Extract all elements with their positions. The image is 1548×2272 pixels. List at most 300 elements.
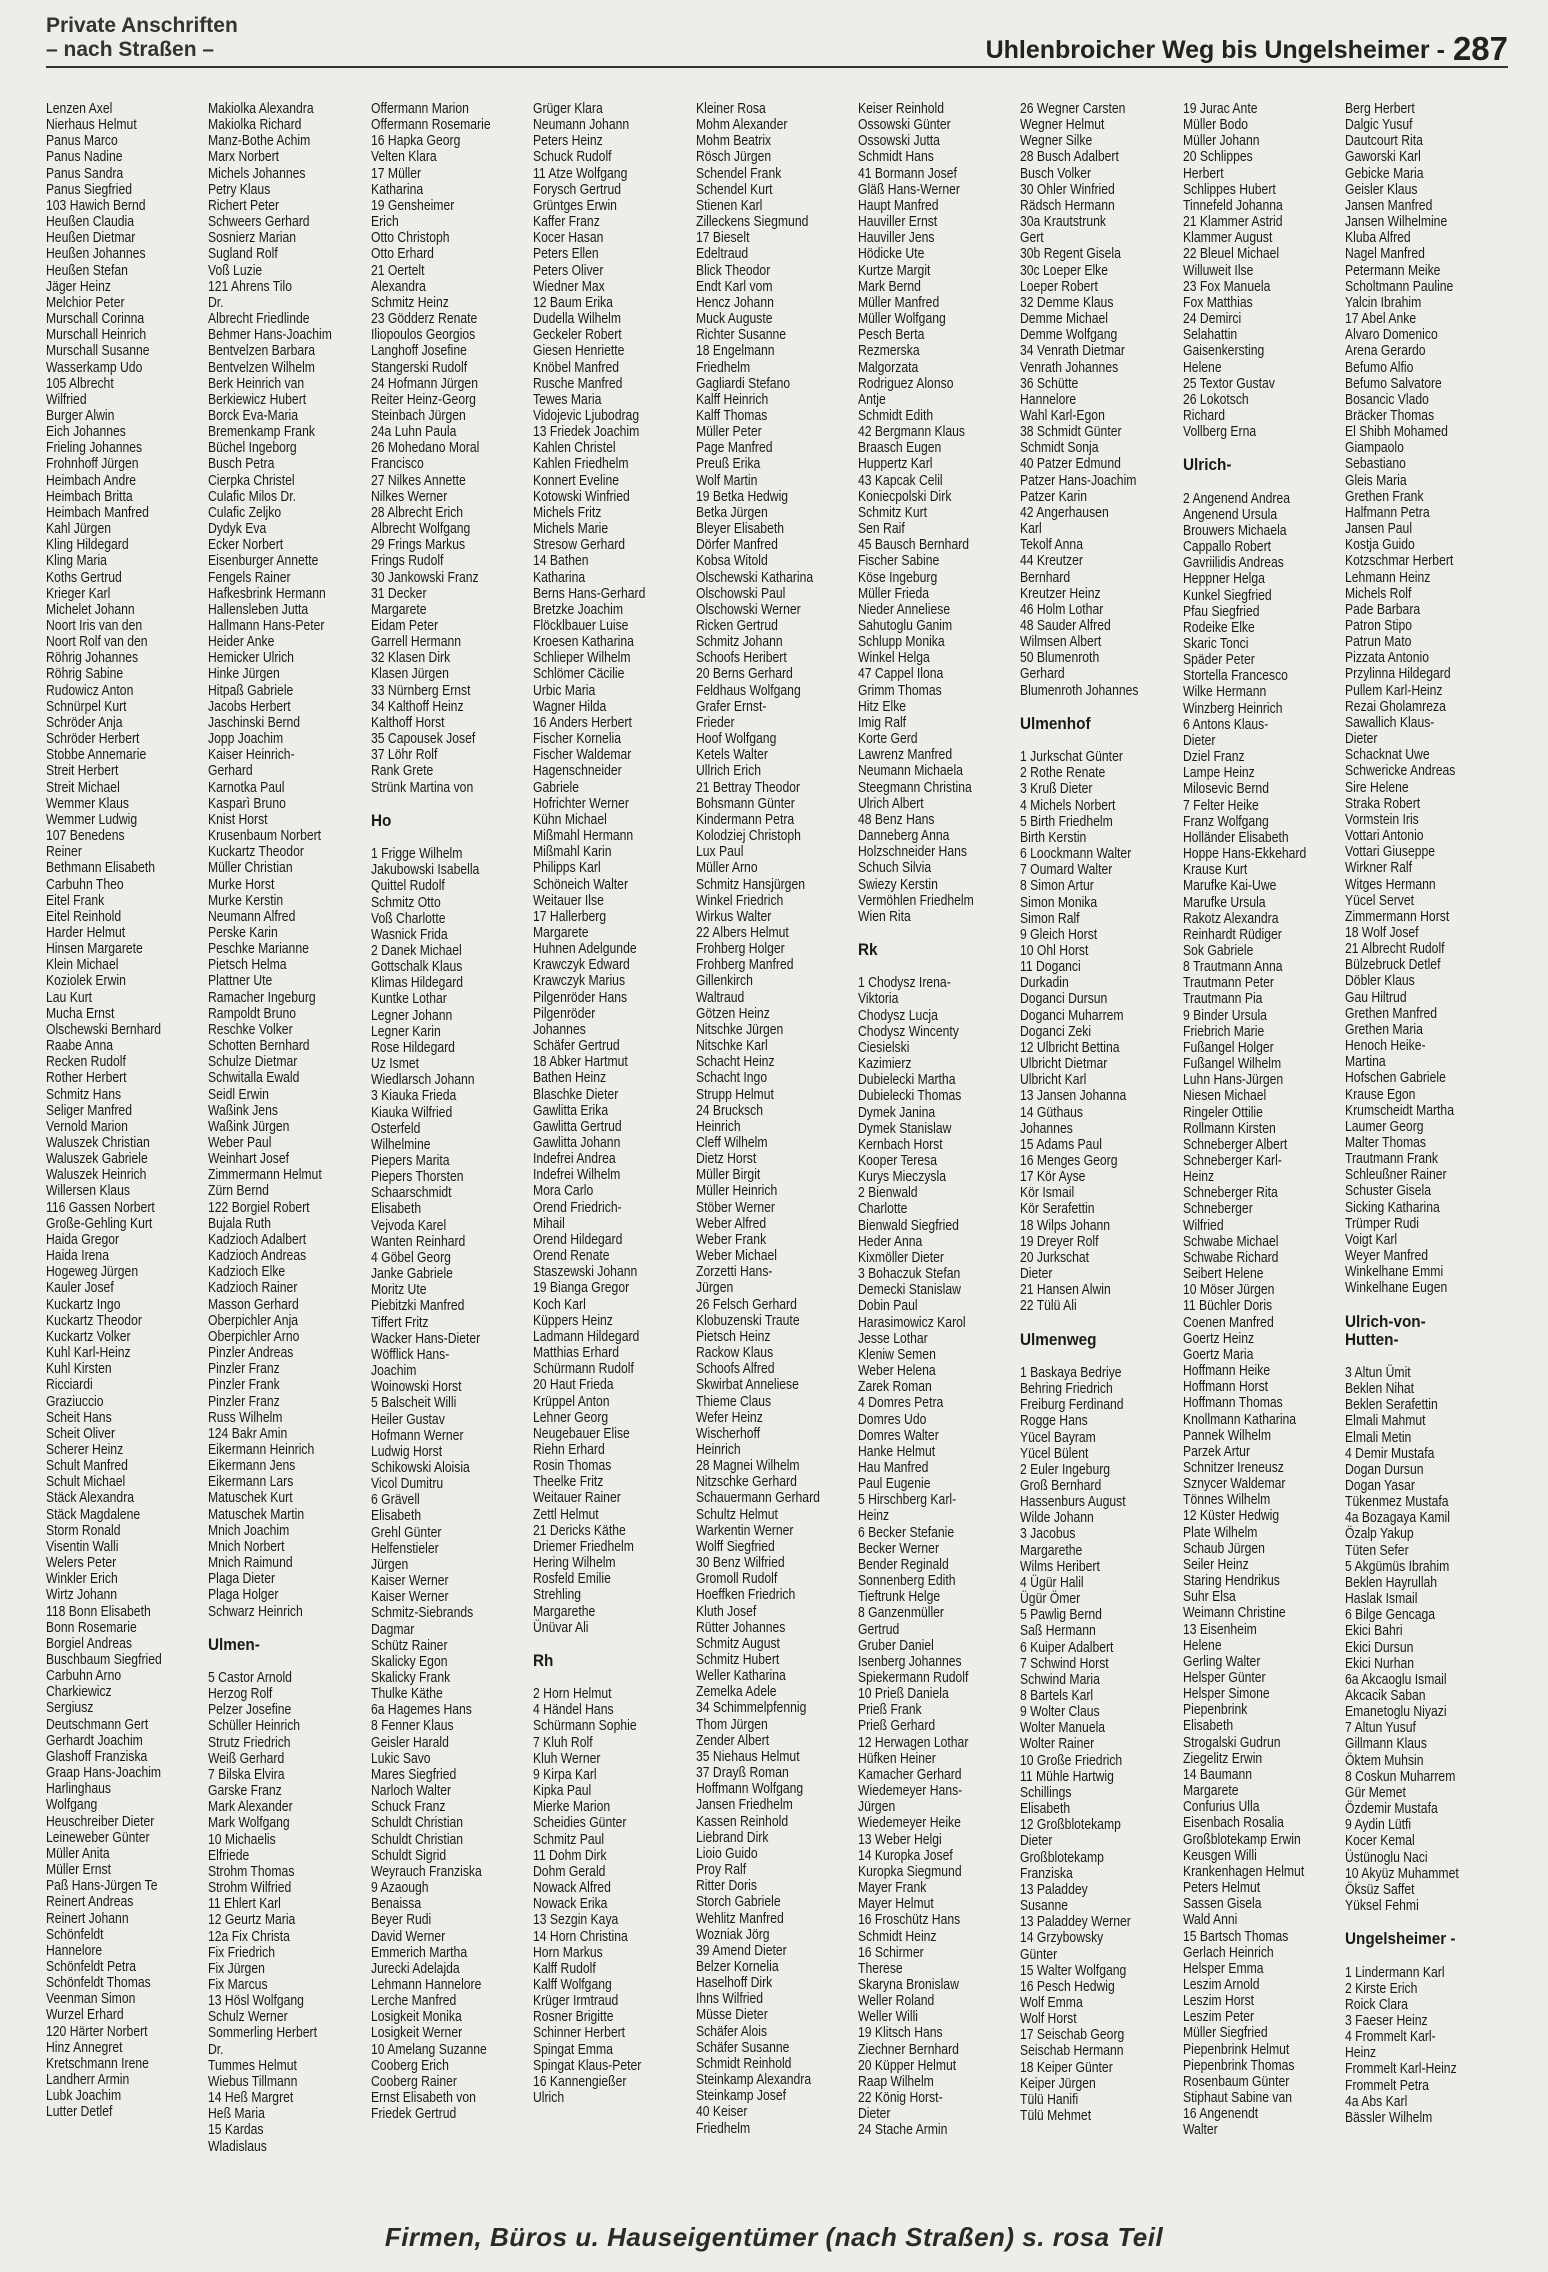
directory-entry: Schlippes Hubert — [1182, 181, 1276, 198]
directory-entry: 2 Danek Michael — [370, 942, 462, 959]
directory-column — [1183, 101, 1345, 2206]
directory-entry: Röhrig Sabine — [46, 666, 124, 683]
directory-entry: Paul Eugenie — [857, 1476, 931, 1493]
directory-entry: Küppers Heinz — [533, 1312, 614, 1329]
directory-entry: Mohm Beatrix — [695, 133, 771, 150]
directory-entry: Hinz Annegret — [46, 2039, 123, 2056]
directory-entry: Quittel Rudolf — [370, 878, 445, 895]
directory-entry: Indefrei Wilhelm — [533, 1167, 621, 1184]
directory-entry: Schoofs Heribert — [695, 650, 787, 667]
directory-entry: Kotzschmar Herbert — [1345, 553, 1454, 570]
directory-entry: 30a Krautstrunk — [1020, 214, 1107, 231]
directory-entry: Geckeler Robert — [533, 327, 622, 344]
directory-entry: Klammer August — [1182, 230, 1273, 247]
directory-entry: Leineweber Günter — [46, 1829, 150, 1846]
directory-entry: Neumann Michaela — [857, 763, 963, 780]
directory-entry: Lampe Heinz — [1182, 765, 1255, 782]
directory-entry: 12 Ulbricht Bettina — [1020, 1039, 1120, 1056]
directory-entry: 15 Walter Wolfgang — [1020, 1962, 1127, 1979]
directory-entry: Pilgenröder — [533, 1005, 596, 1022]
directory-entry: Gerling Walter — [1182, 1653, 1261, 1670]
directory-entry: Piepers Marita — [370, 1153, 450, 1169]
directory-entry: Lehmann Heinz — [1345, 569, 1431, 586]
directory-entry: Kadzioch Rainer — [208, 1280, 298, 1297]
directory-entry: Sonnenberg Edith — [857, 1573, 956, 1590]
directory-entry: 15 Adams Paul — [1020, 1136, 1103, 1153]
directory-entry: 107 Benedens — [46, 828, 125, 845]
directory-entry: Domres Udo — [857, 1411, 927, 1428]
directory-entry: Vollberg Erna — [1182, 424, 1256, 441]
directory-entry: Jaschinski Bernd — [208, 714, 301, 731]
directory-entry: Saß Hermann — [1020, 1623, 1097, 1640]
header-label-line1: Private Anschriften — [46, 14, 238, 37]
directory-entry: Jansen Paul — [1345, 521, 1413, 538]
directory-entry: Kaiser Heinrich- — [208, 747, 296, 764]
directory-entry: Dagmar — [370, 1621, 415, 1638]
directory-entry: Storch Gabriele — [695, 1894, 781, 1911]
directory-entry: Wilms Heribert — [1020, 1558, 1101, 1575]
directory-entry: Katharina — [370, 181, 423, 198]
directory-entry: Pinzler Frank — [208, 1377, 281, 1394]
directory-entry: Vejvoda Karel — [370, 1217, 446, 1234]
directory-entry: Öktem Muhsin — [1345, 1752, 1424, 1769]
directory-entry: Matuschek Martin — [208, 1506, 305, 1523]
directory-entry: Trümper Rudi — [1345, 1215, 1420, 1232]
directory-entry: Ziechner Bernhard — [857, 2041, 959, 2058]
directory-entry: Ludwig Horst — [370, 1443, 442, 1460]
directory-entry: Osterfeld — [370, 1120, 421, 1137]
directory-entry: Culafic Zeljko — [208, 504, 282, 521]
directory-entry: Rudowicz Anton — [46, 682, 134, 699]
directory-entry: Friedhelm — [695, 359, 750, 376]
directory-entry: Franziska — [1020, 1865, 1074, 1882]
directory-entry: Kuntke Lothar — [370, 991, 447, 1008]
directory-entry: 118 Bonn Elisabeth — [46, 1603, 151, 1620]
directory-entry: Rädsch Hermann — [1020, 197, 1116, 214]
directory-entry: Fischer Kornelia — [533, 731, 622, 748]
directory-entry: Schnürpel Kurt — [46, 698, 127, 715]
directory-entry: Forysch Gertrud — [533, 181, 622, 198]
directory-entry: Jäger Heinz — [46, 278, 111, 295]
directory-entry: Schürmann Rudolf — [533, 1361, 635, 1378]
directory-entry: Chodysz Wincenty — [857, 1023, 959, 1040]
directory-entry: Becker Werner — [857, 1540, 939, 1557]
directory-entry: Wald Anni — [1182, 1912, 1238, 1929]
directory-entry: Schuck Rudolf — [533, 149, 612, 166]
directory-entry: Betka Jürgen — [695, 504, 768, 521]
directory-entry: Wozniak Jörg — [695, 1926, 770, 1943]
directory-entry: Kahl Jürgen — [46, 521, 112, 538]
directory-entry: Winkelhane Emmi — [1345, 1264, 1444, 1281]
directory-entry: Piepenbrink Thomas — [1182, 2057, 1295, 2074]
directory-entry: 3 Bohaczuk Stefan — [857, 1266, 961, 1283]
directory-entry: 1 Baskaya Bedriye — [1020, 1364, 1122, 1381]
directory-entry: Peters Oliver — [533, 262, 604, 279]
directory-entry: Tewes Maria — [533, 391, 602, 408]
directory-entry: Schulze Dietmar — [208, 1054, 298, 1071]
directory-entry: Gertrud — [857, 1621, 900, 1638]
street-heading: Rh — [533, 1651, 554, 1670]
directory-entry: Dieter — [1345, 731, 1378, 748]
directory-entry: Wien Rita — [857, 908, 911, 925]
directory-entry: Imig Ralf — [857, 714, 907, 731]
directory-entry: Schönfeldt Petra — [46, 1958, 137, 1975]
directory-entry: Harder Helmut — [46, 924, 126, 941]
directory-entry: Jesse Lothar — [857, 1330, 928, 1347]
directory-entry: 3 Faeser Heinz — [1345, 2012, 1428, 2029]
directory-entry: Danneberg Anna — [857, 828, 950, 845]
directory-entry: Martina — [1345, 1054, 1386, 1071]
directory-entry: Nowack Erika — [533, 1896, 608, 1913]
directory-entry: Strohm Thomas — [208, 1863, 295, 1880]
directory-entry: 10 Michaelis — [208, 1831, 277, 1848]
directory-entry: 34 Kalthoff Heinz — [370, 698, 464, 715]
directory-entry: Elmali Mahmut — [1345, 1413, 1426, 1430]
directory-entry: Strupp Helmut — [695, 1086, 774, 1103]
directory-entry: Rodriguez Alonso — [857, 375, 954, 392]
directory-entry: Frohnhoff Jürgen — [46, 456, 139, 473]
directory-entry: 24a Luhn Paula — [370, 424, 457, 441]
directory-entry: Schneberger Rita — [1182, 1185, 1278, 1202]
directory-entry: Lukic Savo — [370, 1750, 431, 1767]
directory-entry: Veenman Simon — [46, 1991, 136, 2008]
directory-entry: Spingat Klaus-Peter — [533, 2057, 642, 2074]
directory-entry: Ricciardi — [46, 1377, 93, 1394]
directory-entry: Schaarschmidt — [370, 1185, 452, 1202]
directory-entry: 1 Jurkschat Günter — [1020, 749, 1124, 766]
directory-entry: Kocer Kemal — [1345, 1833, 1415, 1850]
directory-entry: Huhnen Adelgunde — [533, 941, 637, 958]
directory-entry: Schmitz Hubert — [695, 1652, 779, 1668]
directory-entry: Waluszek Heinrich — [46, 1167, 147, 1184]
directory-entry: Giesen Henriette — [533, 343, 625, 360]
directory-entry: Weimann Christine — [1182, 1605, 1286, 1622]
directory-entry: Michels Fritz — [533, 504, 602, 521]
directory-entry: Swiezy Kerstin — [857, 876, 938, 893]
directory-entry: 8 Coskun Muharrem — [1345, 1768, 1456, 1785]
directory-entry: 3 Altun Ümit — [1345, 1364, 1411, 1381]
directory-entry: 30 Jankowski Franz — [370, 569, 479, 586]
directory-entry: Grimm Thomas — [857, 682, 942, 699]
directory-entry: 37 Drayß Roman — [695, 1765, 789, 1782]
directory-entry: Götzen Heinz — [695, 1005, 770, 1022]
directory-entry: Ekici Dursun — [1345, 1639, 1414, 1656]
directory-entry: Mißmahl Karin — [533, 844, 612, 861]
directory-entry: 32 Demme Klaus — [1020, 294, 1114, 311]
directory-entry: Waltraud — [695, 989, 744, 1006]
directory-entry: Dörfer Manfred — [695, 537, 778, 554]
directory-entry: Streit Michael — [46, 779, 120, 796]
directory-entry: 19 Jurac Ante — [1182, 101, 1258, 117]
directory-entry: Strünk Martina von — [370, 779, 474, 796]
directory-entry: Mora Carlo — [533, 1183, 594, 1200]
directory-entry: 20 Jurkschat — [1020, 1249, 1090, 1266]
directory-entry: Witges Hermann — [1345, 876, 1436, 893]
directory-entry: 23 Fox Manuela — [1182, 278, 1271, 295]
directory-entry: Ritter Doris — [695, 1878, 757, 1895]
directory-entry: 19 Gensheimer — [370, 197, 455, 214]
directory-entry: 10 Amelang Suzanne — [370, 2041, 487, 2058]
directory-entry: Friedek Gertrud — [370, 2106, 457, 2123]
directory-entry: Weber Alfred — [695, 1215, 766, 1232]
directory-entry: Friebrich Marie — [1182, 1023, 1264, 1040]
directory-entry: Müller Birgit — [695, 1167, 760, 1184]
directory-entry: 43 Kapcak Celil — [857, 472, 943, 489]
directory-entry: Ulbricht Dietmar — [1020, 1056, 1108, 1073]
directory-entry: 21 Hansen Alwin — [1020, 1282, 1112, 1299]
directory-entry: Olschowski Werner — [695, 601, 801, 618]
directory-entry: 14 Horn Christina — [533, 1928, 628, 1945]
directory-entry: Pade Barbara — [1345, 601, 1421, 618]
directory-entry: Heinrich — [695, 1118, 741, 1135]
directory-entry: 11 Ehlert Karl — [208, 1896, 282, 1913]
directory-column — [208, 101, 370, 2206]
directory-entry: Schröder Herbert — [46, 731, 140, 748]
directory-entry: Laumer Georg — [1345, 1118, 1424, 1135]
directory-entry: Schacht Heinz — [695, 1054, 775, 1071]
directory-entry: Hoffmann Wolfgang — [695, 1781, 803, 1798]
directory-entry: Scheit Oliver — [46, 1425, 116, 1442]
directory-entry: Jacobs Herbert — [208, 698, 291, 715]
directory-entry: Reschke Volker — [208, 1021, 294, 1038]
directory-entry: 14 Baumann — [1182, 1766, 1252, 1783]
directory-entry: Weber Helena — [857, 1363, 936, 1380]
directory-entry: 26 Mohedano Moral — [370, 440, 480, 457]
directory-entry: Albrecht Wolfgang — [370, 521, 471, 538]
directory-entry: 28 Busch Adalbert — [1020, 149, 1120, 166]
directory-entry: Grethen Manfred — [1345, 1005, 1438, 1022]
directory-entry: Tükenmez Mustafa — [1345, 1494, 1449, 1511]
directory-entry: 18 Wolf Josef — [1345, 924, 1419, 941]
directory-entry: Schmitz Hans — [46, 1086, 122, 1103]
page-number: 287 — [1452, 30, 1508, 67]
directory-entry: Reinhardt Rüdiger — [1182, 926, 1282, 943]
directory-entry: Patzer Karin — [1020, 488, 1088, 505]
directory-entry: Reinert Johann — [46, 1910, 129, 1927]
directory-entry: Demme Michael — [1020, 311, 1109, 328]
directory-entry: Kluth Josef — [695, 1603, 756, 1620]
directory-entry: Heider Anke — [208, 634, 275, 651]
directory-entry: 14 Heß Margret — [208, 2090, 294, 2107]
directory-entry: Gaisenkersting — [1182, 343, 1264, 360]
directory-entry: Ricken Gertrud — [695, 618, 778, 634]
directory-entry: 120 Härter Norbert — [46, 2023, 148, 2040]
directory-entry: Mnich Joachim — [208, 1522, 290, 1539]
directory-entry: Ulrich — [533, 2090, 565, 2107]
directory-entry: 13 Sezgin Kaya — [533, 1912, 619, 1929]
directory-entry: 7 Bilska Elvira — [208, 1766, 285, 1783]
directory-entry: 4 Domres Petra — [857, 1395, 944, 1412]
directory-entry: Malter Thomas — [1345, 1135, 1427, 1151]
directory-entry: Pinzler Andreas — [208, 1345, 294, 1362]
directory-entry: Groß Bernhard — [1020, 1477, 1102, 1494]
directory-entry: Kixmöller Dieter — [857, 1249, 944, 1266]
directory-entry: 4 Frommelt Karl- — [1345, 2029, 1436, 2046]
directory-entry: Steinkamp Alexandra — [695, 2072, 811, 2089]
directory-entry: Kurys Mieczysla — [857, 1169, 946, 1186]
directory-entry: Richard — [1182, 407, 1225, 424]
header-street-range-title: Uhlenbroicher Weg bis Ungelsheimer - — [985, 36, 1445, 64]
directory-entry: 21 Klammer Astrid — [1182, 214, 1283, 231]
directory-entry: Frommelt Petra — [1345, 2077, 1430, 2094]
directory-entry: Wefer Heinz — [695, 1409, 763, 1426]
directory-entry: Neugebauer Elise — [533, 1425, 631, 1442]
directory-entry: Schult Michael — [46, 1474, 126, 1491]
directory-entry: Schäfer Alois — [695, 2023, 767, 2040]
directory-entry: Yücel Servet — [1345, 892, 1415, 909]
directory-entry: Susanne — [1020, 1898, 1069, 1915]
directory-entry: Helene — [1182, 1637, 1222, 1654]
directory-entry: Nierhaus Helmut — [46, 117, 137, 134]
directory-entry: Stortella Francesco — [1182, 668, 1288, 685]
directory-entry: Rodeike Elke — [1182, 619, 1255, 636]
directory-entry: Koths Gertrud — [46, 569, 122, 586]
directory-entry: Weber Frank — [695, 1231, 766, 1248]
directory-entry — [1020, 733, 1156, 749]
directory-entry: Lux Paul — [695, 844, 743, 861]
directory-entry: Frohberg Holger — [695, 941, 785, 958]
directory-entry: Katharina — [533, 569, 586, 586]
directory-entry: Feldhaus Wolfgang — [695, 682, 801, 699]
directory-entry — [858, 925, 994, 941]
directory-entry: Rezmerska — [857, 343, 920, 360]
directory-entry: Dymek Stanislaw — [857, 1120, 952, 1137]
directory-entry: Otto Erhard — [370, 246, 434, 263]
directory-entry: Frieder — [695, 714, 735, 731]
directory-entry: 39 Amend Dieter — [695, 1942, 787, 1959]
directory-entry: Wegner Helmut — [1020, 117, 1105, 134]
directory-entry: Bosancic Vlado — [1345, 391, 1430, 408]
directory-entry: Recken Rudolf — [46, 1054, 126, 1071]
directory-entry: Özalp Yakup — [1345, 1526, 1414, 1543]
directory-entry: 1 Lindermann Karl — [1345, 1964, 1445, 1981]
directory-entry: 2 Rothe Renate — [1020, 765, 1106, 782]
directory-entry — [1183, 440, 1319, 456]
directory-entry: 14 Güthaus — [1020, 1104, 1084, 1121]
directory-entry: Gabriele — [533, 779, 580, 796]
directory-entry: Kalff Wolfgang — [533, 1976, 612, 1993]
directory-entry: Nowack Alfred — [533, 1880, 612, 1897]
directory-entry: Pinzler Franz — [208, 1361, 281, 1378]
directory-entry: Weber Paul — [208, 1135, 272, 1151]
directory-entry: Peters Heinz — [533, 133, 603, 150]
directory-entry: Wasnick Frida — [370, 926, 448, 943]
directory-entry: Koch Karl — [533, 1296, 586, 1313]
directory-entry: Hinke Jürgen — [208, 666, 281, 683]
directory-entry: Gawlitta Gertrud — [533, 1118, 622, 1135]
directory-entry: Grüntges Erwin — [533, 197, 618, 214]
directory-entry: 37 Löhr Rolf — [370, 747, 438, 764]
directory-entry: Pesch Berta — [857, 327, 925, 344]
header-label-line2: – nach Straßen – — [46, 38, 215, 61]
directory-entry: Olschewski Bernhard — [46, 1021, 162, 1038]
directory-entry: Jansen Wilhelmine — [1345, 214, 1448, 231]
directory-entry: Pinzler Franz — [208, 1393, 281, 1410]
directory-entry: Erich — [370, 214, 399, 231]
directory-entry: Haupt Manfred — [857, 197, 939, 214]
directory-entry: Kling Hildegard — [46, 537, 129, 554]
directory-entry: Skaryna Bronislaw — [857, 1976, 959, 1993]
directory-entry: 2 Angenend Andrea — [1182, 490, 1290, 507]
directory-entry: Schüller Heinrich — [208, 1718, 301, 1735]
directory-entry: Gagliardi Stefano — [695, 375, 790, 392]
directory-entry: Hagenschneider — [533, 763, 622, 780]
directory-entry: Kluh Werner — [533, 1750, 601, 1767]
directory-entry: Orend Hildegard — [533, 1231, 623, 1248]
directory-entry: Jakubowski Isabella — [370, 862, 480, 879]
directory-entry: Peters Helmut — [1182, 1880, 1260, 1897]
directory-entry: Befumo Alfio — [1345, 359, 1414, 376]
directory-entry: Dr. — [208, 2041, 224, 2058]
directory-entry — [1020, 1315, 1156, 1331]
directory-entry: Moritz Ute — [370, 1282, 427, 1299]
directory-entry: 9 Aydin Lütfi — [1345, 1817, 1412, 1834]
directory-entry: Jansen Manfred — [1345, 197, 1433, 214]
directory-entry: Cierpka Christel — [208, 472, 296, 489]
directory-entry: Özdemir Mustafa — [1345, 1801, 1438, 1818]
directory-entry: 35 Capousek Josef — [370, 731, 476, 748]
directory-entry: Wilfried — [1182, 1217, 1224, 1234]
directory-entry: Schillings — [1020, 1784, 1072, 1801]
directory-entry: 31 Decker — [370, 585, 427, 602]
directory-entry: Schinner Herbert — [533, 2025, 626, 2042]
directory-entry: Murke Horst — [208, 876, 275, 893]
directory-entry: 30c Loeper Elke — [1020, 262, 1109, 279]
directory-entry: 116 Gassen Norbert — [46, 1199, 155, 1216]
directory-entry: 38 Schmidt Günter — [1020, 424, 1122, 441]
directory-entry: Theelke Fritz — [533, 1474, 604, 1491]
directory-entry: Friedhelm — [695, 2120, 750, 2137]
directory-entry: Mark Bernd — [857, 278, 921, 295]
directory-entry: Sassen Gisela — [1182, 1896, 1262, 1913]
directory-entry: Kauler Josef — [46, 1280, 114, 1297]
directory-entry: Dubielecki Martha — [857, 1072, 956, 1089]
directory-entry: Mierke Marion — [533, 1799, 611, 1816]
directory-entry: Heußen Stefan — [46, 262, 128, 279]
directory-entry: Heder Anna — [857, 1233, 923, 1250]
directory-entry: 5 Hirschberg Karl- — [857, 1492, 957, 1509]
directory-entry: Olschewski Katharina — [695, 569, 813, 586]
directory-entry: Kurtze Margit — [857, 262, 931, 279]
directory-entry: Blaschke Dieter — [533, 1086, 619, 1103]
directory-entry: Wolter Manuela — [1020, 1720, 1106, 1737]
directory-entry: 7 Schwind Horst — [1020, 1655, 1110, 1672]
directory-entry: Schmitz-Siebrands — [370, 1605, 473, 1622]
directory-entry: Bienwald Siegfried — [857, 1217, 959, 1234]
directory-entry: Schnitzer Ireneusz — [1182, 1459, 1284, 1476]
directory-entry: Sosnierz Marian — [208, 230, 297, 247]
directory-entry: 16 Anders Herbert — [533, 714, 633, 731]
directory-entry: El Shibh Mohamed — [1345, 424, 1449, 441]
directory-column — [46, 101, 208, 2206]
directory-entry: Gerlach Heinrich — [1182, 1944, 1274, 1961]
directory-entry: Neumann Alfred — [208, 908, 296, 925]
directory-entry: Rampoldt Bruno — [208, 1005, 297, 1022]
directory-entry: Schneberger — [1182, 1201, 1253, 1218]
street-heading: Hutten- — [1345, 1329, 1399, 1349]
directory-entry: Hassenburs August — [1020, 1494, 1126, 1511]
directory-entry: Zarek Roman — [857, 1379, 932, 1396]
directory-entry: 14 Bathen — [533, 553, 589, 570]
directory-entry: Gottschalk Klaus — [370, 959, 463, 976]
directory-entry: Schuldt Christian — [370, 1831, 463, 1848]
directory-entry: 20 Schlippes — [1182, 149, 1253, 166]
directory-entry: Legner Johann — [370, 1007, 453, 1024]
directory-entry: Müller Wolfgang — [857, 311, 946, 328]
directory-entry: Borck Eva-Maria — [208, 407, 299, 424]
directory-entry: Schendel Frank — [695, 165, 781, 182]
directory-entry: Bretzke Joachim — [533, 601, 624, 618]
